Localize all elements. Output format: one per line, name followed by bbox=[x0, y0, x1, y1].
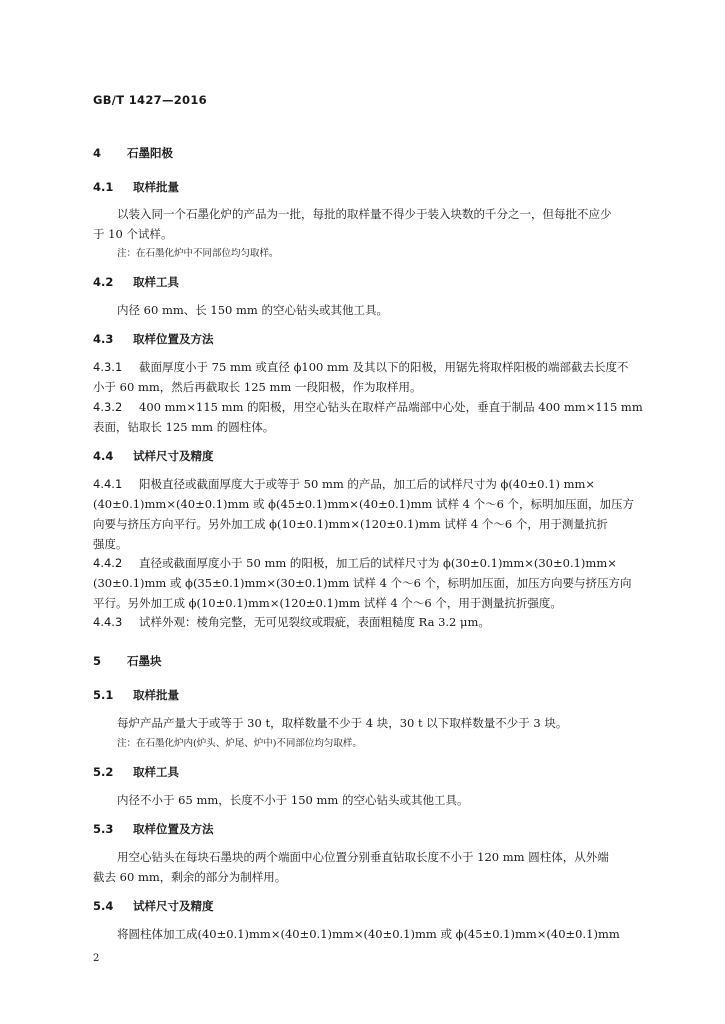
paragraph-line: 用空心钻头在每块石墨块的两个端面中心位置分别垂直钻取长度不小于 120 mm 圆柱体，从外端 bbox=[117, 850, 609, 864]
section-4-heading bbox=[93, 145, 173, 161]
paragraph-line: 向要与挤压方向平行。另外加工成 ϕ(10±0.1)mm×(120±0.1)mm 试样 4 个～6 个，用于测量抗折 bbox=[93, 517, 608, 531]
section-4-2-heading bbox=[93, 274, 179, 290]
clause-4-4-2 bbox=[93, 555, 617, 571]
section-number: 5.2 bbox=[93, 765, 114, 779]
section-number: 4.1 bbox=[93, 180, 114, 194]
section-5-1-heading bbox=[93, 687, 179, 703]
section-number: 4 bbox=[93, 146, 102, 160]
paragraph-line: 试样外观：棱角完整，无可见裂纹或瑕疵，表面粗糙度 Ra 3.2 μm。 bbox=[139, 615, 490, 629]
section-number: 4.4 bbox=[93, 449, 114, 463]
section-5-2-heading bbox=[93, 764, 179, 780]
standard-number: GB/T 1427—2016 bbox=[93, 93, 207, 107]
section-number: 5.4 bbox=[93, 899, 114, 913]
section-number: 4.2 bbox=[93, 275, 114, 289]
clause-4-3-1 bbox=[93, 359, 628, 375]
paragraph-line: 强度。 bbox=[93, 537, 128, 551]
section-title: 取样位置及方法 bbox=[133, 822, 214, 836]
section-4-4-heading bbox=[93, 448, 214, 464]
section-title: 取样批量 bbox=[133, 688, 179, 702]
paragraph-line: (40±0.1)mm×(40±0.1)mm 或 ϕ(45±0.1)mm×(40±0.1)mm 试样 4 个～6 个，标明加压面，加压方 bbox=[93, 497, 635, 511]
paragraph-line: 阳极直径或截面厚度大于或等于 50 mm 的产品，加工后的试样尺寸为 ϕ(40±0.1) mm× bbox=[139, 477, 596, 491]
section-number: 5.1 bbox=[93, 688, 114, 702]
section-title: 石墨块 bbox=[127, 654, 162, 668]
clause-4-4-3 bbox=[93, 614, 490, 630]
paragraph-line: 内径 60 mm、长 150 mm 的空心钻头或其他工具。 bbox=[117, 303, 388, 317]
paragraph-line: 于 10 个试样。 bbox=[93, 227, 173, 241]
paragraph-line: 小于 60 mm，然后再截取长 125 mm 一段阳极，作为取样用。 bbox=[93, 380, 422, 394]
section-title: 试样尺寸及精度 bbox=[133, 449, 214, 463]
paragraph-line: 以装入同一个石墨化炉的产品为一批，每批的取样量不得少于装入块数的千分之一，但每批不应少 bbox=[117, 207, 612, 221]
section-title: 取样工具 bbox=[133, 275, 179, 289]
section-title: 取样工具 bbox=[133, 765, 179, 779]
section-5-3-heading bbox=[93, 821, 214, 837]
paragraph-line: 将圆柱体加工成(40±0.1)mm×(40±0.1)mm×(40±0.1)mm 或 ϕ(45±0.1)mm×(40±0.1)mm bbox=[117, 927, 620, 941]
section-title: 取样批量 bbox=[133, 180, 179, 194]
section-title: 石墨阳极 bbox=[127, 146, 173, 160]
page-number: 2 bbox=[93, 953, 100, 964]
section-4-3-heading bbox=[93, 331, 214, 347]
paragraph-line: 直径或截面厚度小于 50 mm 的阳极，加工后的试样尺寸为 ϕ(30±0.1)mm×(30±0.1)mm× bbox=[139, 556, 617, 570]
section-5-4-heading bbox=[93, 898, 214, 914]
clause-number: 4.4.2 bbox=[93, 556, 123, 570]
section-number: 5 bbox=[93, 654, 102, 668]
paragraph-line: 表面，钻取长 125 mm 的圆柱体。 bbox=[93, 420, 275, 434]
note: 注：在石墨化炉内(炉头、炉尾、炉中)不同部位均匀取样。 bbox=[117, 738, 362, 749]
section-4-1-heading bbox=[93, 179, 179, 195]
clause-number: 4.3.2 bbox=[93, 400, 123, 414]
section-5-heading bbox=[93, 653, 162, 669]
paragraph-line: 截面厚度小于 75 mm 或直径 ϕ100 mm 及其以下的阳极，用锯先将取样阳极的端部截去长度不 bbox=[139, 360, 629, 374]
paragraph-line: (30±0.1)mm 或 ϕ(35±0.1)mm×(30±0.1)mm 试样 4 个～6 个，标明加压面，加压方向要与挤压方向 bbox=[93, 576, 632, 590]
section-number: 5.3 bbox=[93, 822, 114, 836]
paragraph-line: 截去 60 mm，剩余的部分为制样用。 bbox=[93, 870, 287, 884]
clause-4-4-1 bbox=[93, 476, 595, 492]
section-title: 取样位置及方法 bbox=[133, 332, 214, 346]
paragraph-line: 400 mm×115 mm 的阳极，用空心钻头在取样产品端部中心处，垂直于制品 400 mm×115 mm bbox=[139, 400, 643, 414]
clause-number: 4.4.1 bbox=[93, 477, 123, 491]
clause-4-3-2 bbox=[93, 399, 643, 415]
section-title: 试样尺寸及精度 bbox=[133, 899, 214, 913]
clause-number: 4.3.1 bbox=[93, 360, 123, 374]
note: 注：在石墨化炉中不同部位均匀取样。 bbox=[117, 248, 279, 259]
paragraph-line: 平行。另外加工成 ϕ(10±0.1)mm×(120±0.1)mm 试样 4 个～6 个，用于测量抗折强度。 bbox=[93, 596, 562, 610]
paragraph-line: 内径不小于 65 mm，长度不小于 150 mm 的空心钻头或其他工具。 bbox=[117, 793, 469, 807]
clause-number: 4.4.3 bbox=[93, 615, 123, 629]
paragraph-line: 每炉产品产量大于或等于 30 t，取样数量不少于 4 块，30 t 以下取样数量不少于 3 块。 bbox=[117, 716, 568, 730]
section-number: 4.3 bbox=[93, 332, 114, 346]
